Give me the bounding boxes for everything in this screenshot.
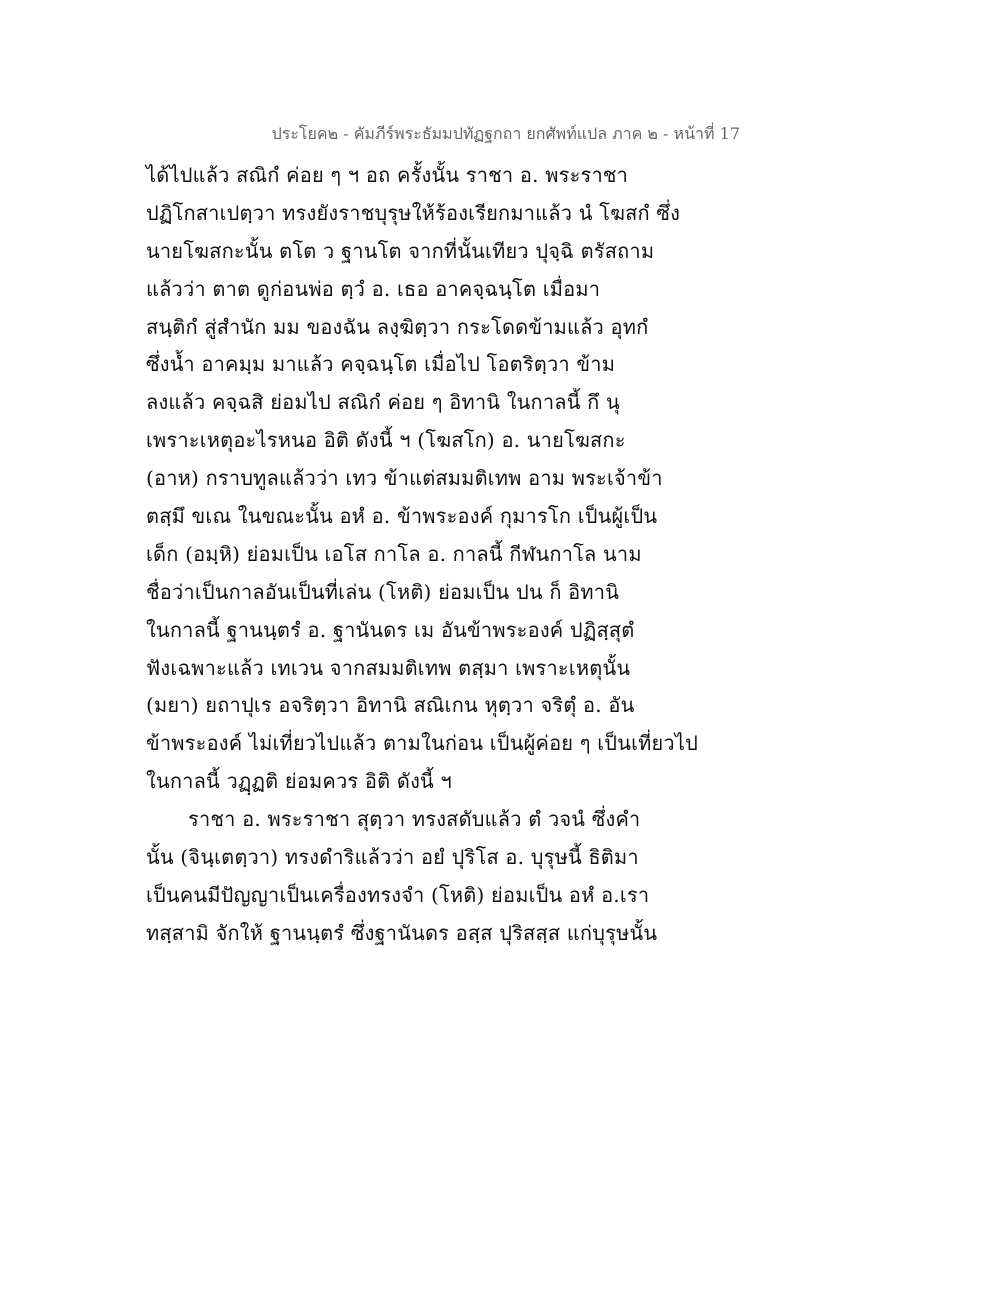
text-line: เป็นคนมีปัญญาเป็นเครื่องทรงจำ (โหติ) ย่อมเป็น อหํ อ.เรา (146, 882, 650, 907)
text-line: ฟังเฉพาะแล้ว เทเวน จากสมมติเทพ ตสฺมา เพราะเหตุนั้น (146, 655, 631, 680)
running-header: ประโยค๒ - คัมภีร์พระธัมมปทัฏฐกถา ยกศัพท์แปล ภาค ๒ - หน้าที่ 17 (271, 124, 740, 143)
text-line: นั้น (จินฺเตตฺวา) ทรงดำริแล้วว่า อยํ ปุริโส อ. บุรุษนี้ ธิติมา (146, 845, 639, 870)
text-line: ในกาลนี้ ฐานนฺตรํ อ. ฐานันดร เม อันข้าพระองค์ ปฏิสฺสุตํ (146, 617, 635, 642)
text-line: สนฺติกํ สู่สำนัก มม ของฉัน ลงฺฆิตฺวา กระโดดข้ามแล้ว อุทกํ (146, 314, 649, 339)
paragraph-start-line: ราชา อ. พระราชา สุตฺวา ทรงสดับแล้ว ตํ วจนํ ซึ่งคำ (188, 807, 641, 832)
text-line: ข้าพระองค์ ไม่เที่ยวไปแล้ว ตามในก่อน เป็นผู้ค่อย ๆ เป็นเที่ยวไป (146, 731, 698, 756)
text-line: ในกาลนี้ วฏฺฏติ ย่อมควร อิติ ดังนี้ ฯ (146, 769, 452, 794)
text-line: ลงแล้ว คจฺฉสิ ย่อมไป สณิกํ ค่อย ๆ อิทานิ ในกาลนี้ กึ นุ (146, 390, 620, 415)
text-line: แล้วว่า ตาต ดูก่อนพ่อ ตฺวํ อ. เธอ อาคจฺฉนฺโต เมื่อมา (146, 276, 601, 301)
text-line: ชื่อว่าเป็นกาลอันเป็นที่เล่น (โหติ) ย่อมเป็น ปน ก็ อิทานิ (146, 579, 620, 604)
text-line: (อาห) กราบทูลแล้วว่า เทว ข้าแต่สมมติเทพ อาม พระเจ้าข้า (146, 466, 663, 491)
text-line: ซึ่งน้ำ อาคมฺม มาแล้ว คจฺฉนฺโต เมื่อไป โอตริตฺวา ข้าม (146, 352, 616, 377)
text-line: ตสฺมึ ขเณ ในขณะนั้น อหํ อ. ข้าพระองค์ กุมารโก เป็นผู้เป็น (146, 504, 658, 529)
text-line: ได้ไปแล้ว สณิกํ ค่อย ๆ ฯ อถ ครั้งนั้น ราชา อ. พระราชา (146, 163, 629, 187)
text-line: ปฏิโกสาเปตฺวา ทรงยังราชบุรุษให้ร้องเรียกมาแล้ว นํ โฆสกํ ซึ่ง (146, 200, 681, 225)
text-line: (มยา) ยถาปุเร อจริตฺวา อิทานิ สณิเกน หุตฺวา จริตุํ อ. อัน (146, 693, 635, 718)
text-line: ทสฺสามิ จักให้ ฐานนฺตรํ ซึ่งฐานันดร อสฺส ปุริสสฺส แก่บุรุษนั้น (146, 920, 658, 945)
body-text (146, 157, 846, 953)
text-line: เพราะเหตุอะไรหนอ อิติ ดังนี้ ฯ (โฆสโก) อ. นายโฆสกะ (146, 428, 626, 453)
text-line: เด็ก (อมฺหิ) ย่อมเป็น เอโส กาโล อ. กาลนี้ กีฬนกาโล นาม (146, 541, 642, 566)
text-line: นายโฆสกะนั้น ตโต ว ฐานโต จากที่นั้นเทียว ปุจฺฉิ ตรัสถาม (146, 238, 655, 263)
